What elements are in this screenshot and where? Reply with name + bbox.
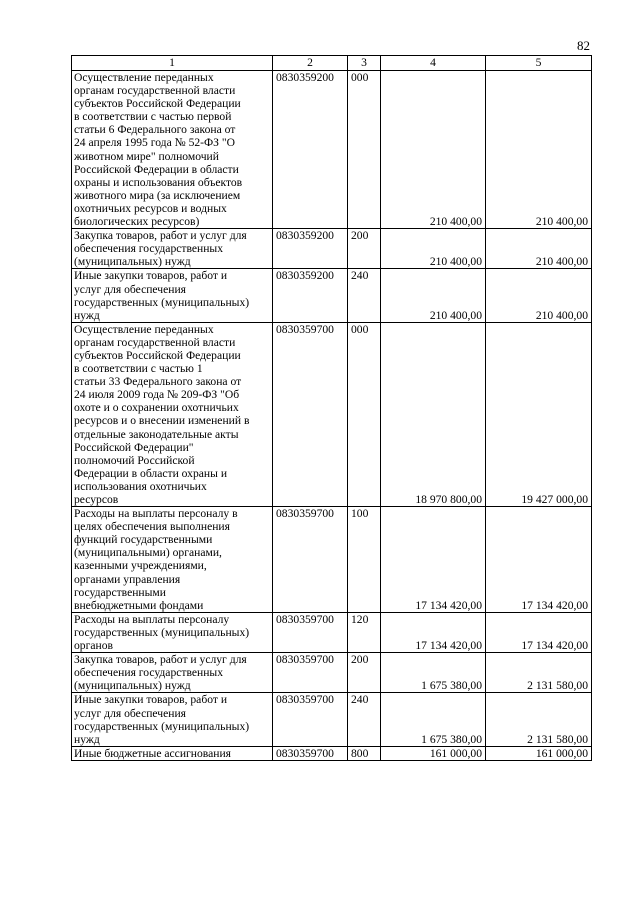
row-name-cell: Осуществление переданных органам государственной власти субъектов Российской Федерации в соответствии с частью первой статьи 6 Федерального закона от 24 апреля 1995 года № 52-ФЗ "О животном мире" полномочий Российской Федерации в области охраны и использования объектов животного мира (за исключением охотничьих ресурсов и водных биологических ресурсов) [72, 71, 273, 229]
row-value-col5: 19 427 000,00 [486, 322, 592, 506]
header-row [72, 56, 592, 71]
header-col-2: 2 [273, 56, 348, 71]
row-value-col4: 161 000,00 [381, 746, 486, 760]
table-row [72, 653, 592, 693]
header-col-5: 5 [486, 56, 592, 71]
row-code-cell: 0830359700 [273, 322, 348, 506]
row-code-cell: 0830359200 [273, 71, 348, 229]
row-value-col5: 210 400,00 [486, 269, 592, 322]
row-code-cell: 0830359700 [273, 507, 348, 613]
row-value-col4: 1 675 380,00 [381, 653, 486, 693]
row-value-col5: 17 134 420,00 [486, 507, 592, 613]
row-value-col5: 210 400,00 [486, 229, 592, 269]
header-col-1: 1 [72, 56, 273, 71]
header-col-4: 4 [381, 56, 486, 71]
row-name-cell: Закупка товаров, работ и услуг для обеспечения государственных (муниципальных) нужд [72, 229, 273, 269]
table-row [72, 71, 592, 229]
row-name-cell: Закупка товаров, работ и услуг для обеспечения государственных (муниципальных) нужд [72, 653, 273, 693]
row-value-col5: 2 131 580,00 [486, 653, 592, 693]
row-value-col5: 2 131 580,00 [486, 693, 592, 746]
row-code-cell: 0830359700 [273, 612, 348, 652]
row-name-cell: Осуществление переданных органам государственной власти субъектов Российской Федерации в соответствии с частью 1 статьи 33 Федерального закона от 24 июля 2009 года № 209-ФЗ "Об охоте и о сохранении охотничьих ресурсов и о внесении изменений в отдельные законодательные акты Российской Федерации" полномочий Российской Федерации в области охраны и использования охотничьих ресурсов [72, 322, 273, 506]
row-type-cell: 120 [348, 612, 381, 652]
row-type-cell: 800 [348, 746, 381, 760]
table-row [72, 229, 592, 269]
row-value-col4: 210 400,00 [381, 269, 486, 322]
row-value-col5: 161 000,00 [486, 746, 592, 760]
row-type-cell: 200 [348, 229, 381, 269]
row-value-col4: 210 400,00 [381, 229, 486, 269]
row-type-cell: 100 [348, 507, 381, 613]
budget-table [71, 55, 592, 761]
row-value-col4: 1 675 380,00 [381, 693, 486, 746]
row-name-cell: Иные закупки товаров, работ и услуг для обеспечения государственных (муниципальных) нужд [72, 269, 273, 322]
row-value-col4: 17 134 420,00 [381, 507, 486, 613]
row-name-cell: Иные закупки товаров, работ и услуг для обеспечения государственных (муниципальных) нужд [72, 693, 273, 746]
row-type-cell: 200 [348, 653, 381, 693]
row-value-col5: 17 134 420,00 [486, 612, 592, 652]
row-value-col5: 210 400,00 [486, 71, 592, 229]
table-row [72, 269, 592, 322]
table-row [72, 746, 592, 760]
row-name-cell: Иные бюджетные ассигнования [72, 746, 273, 760]
row-code-cell: 0830359700 [273, 653, 348, 693]
header-col-3: 3 [348, 56, 381, 71]
row-name-cell: Расходы на выплаты персоналу государственных (муниципальных) органов [72, 612, 273, 652]
row-value-col4: 17 134 420,00 [381, 612, 486, 652]
row-code-cell: 0830359700 [273, 693, 348, 746]
row-value-col4: 210 400,00 [381, 71, 486, 229]
row-type-cell: 000 [348, 322, 381, 506]
row-code-cell: 0830359200 [273, 269, 348, 322]
table-row [72, 612, 592, 652]
table-row [72, 693, 592, 746]
row-code-cell: 0830359700 [273, 746, 348, 760]
row-name-cell: Расходы на выплаты персоналу в целях обеспечения выполнения функций государственными (муниципальными) органами, казенными учреждениями, органами управления государственными внебюджетными фондами [72, 507, 273, 613]
row-value-col4: 18 970 800,00 [381, 322, 486, 506]
row-type-cell: 240 [348, 693, 381, 746]
row-type-cell: 240 [348, 269, 381, 322]
table-row [72, 322, 592, 506]
row-type-cell: 000 [348, 71, 381, 229]
row-code-cell: 0830359200 [273, 229, 348, 269]
page-number: 82 [577, 38, 590, 53]
table-row [72, 507, 592, 613]
